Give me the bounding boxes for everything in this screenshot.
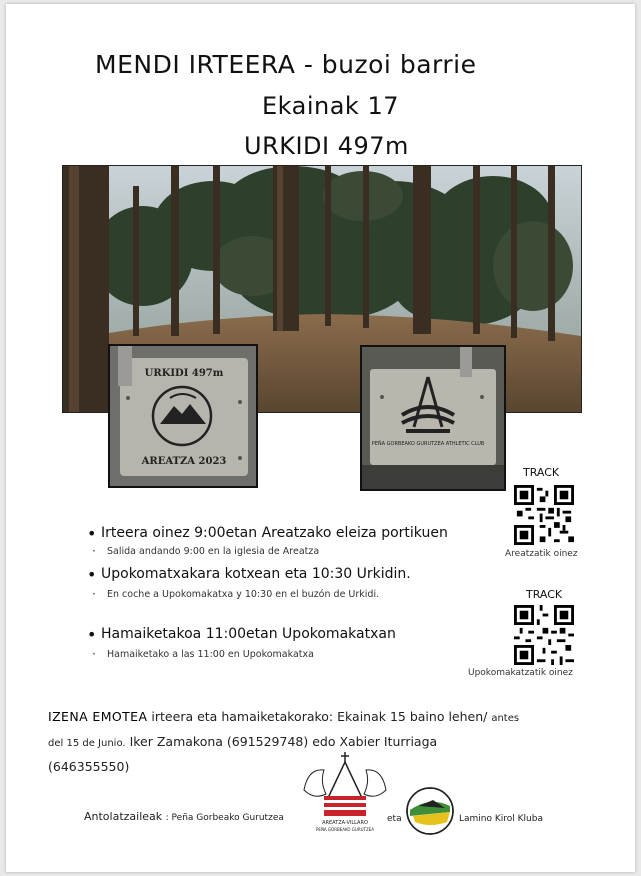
itinerary-sub-3: · Hamaiketako a las 11:00 en Upokomakatxa	[107, 649, 314, 660]
title-line-1: MENDI IRTEERA - buzoi barrie	[95, 50, 477, 79]
mailbox-sign-photo-left	[108, 344, 258, 488]
registration-text-1: irteera eta hamaiketakorako: Ekainak 15 baino lehen/	[151, 709, 488, 724]
mailbox-sign-photo-right	[360, 345, 506, 491]
sign-top-text: URKIDI 497m	[144, 368, 224, 379]
organizers-connector: eta	[387, 814, 402, 824]
organizers-line	[84, 810, 284, 823]
lamino-kirol-kluba-logo	[405, 786, 455, 836]
registration-text-1-small: antes	[491, 713, 520, 724]
itinerary-item-3: • Hamaiketakoa 11:00etan Upokomakatxan	[101, 626, 396, 642]
itinerary-sub-2: · En coche a Upokomakatxa y 10:30 en el buzón de Urkidi.	[107, 589, 379, 600]
organizer-club-1: : Peña Gorbeako Gurutzea	[165, 813, 284, 823]
logo1-text: AREATZA-VILLARO	[322, 820, 368, 826]
track-caption-2: Upokomakatzatik oinez	[468, 668, 573, 678]
registration-text-2-small: del 15 de Junio.	[48, 738, 126, 749]
track-label-2: TRACK	[526, 588, 563, 601]
organizer-club-2: Lamino Kirol Kluba	[459, 814, 543, 824]
qr-code-2[interactable]	[514, 604, 574, 666]
track-label-1: TRACK	[523, 466, 560, 479]
qr-code-1[interactable]	[514, 484, 574, 546]
sign-bottom-text: AREATZA 2023	[141, 456, 227, 467]
itinerary-item-1: • Irteera oinez 9:00etan Areatzako eleiza portikuen	[101, 525, 448, 541]
sign-right-text: PEÑA GORBEAKO GURUTZEA ATHLETIC CLUB	[371, 441, 485, 447]
track-caption-1: Areatzatik oinez	[505, 549, 578, 559]
logo1-subtext: PEÑA GORBEAKO GURUTZEA	[316, 827, 374, 832]
itinerary-item-2: • Upokomatxakara kotxean eta 10:30 Urkidin.	[101, 566, 411, 582]
title-line-3: URKIDI 497m	[244, 132, 409, 160]
registration-text-3: (646355550)	[48, 759, 130, 774]
itinerary-sub-1: · Salida andando 9:00 en la iglesia de Areatza	[107, 546, 319, 557]
organizers-label: Antolatzaileak	[84, 810, 163, 823]
registration-text-2: Iker Zamakona (691529748) edo Xabier Iturriaga	[129, 734, 438, 749]
registration-label: IZENA EMOTEA	[48, 709, 148, 724]
title-line-2: Ekainak 17	[262, 92, 399, 120]
pena-gorbeako-gurutzea-logo	[298, 750, 392, 836]
